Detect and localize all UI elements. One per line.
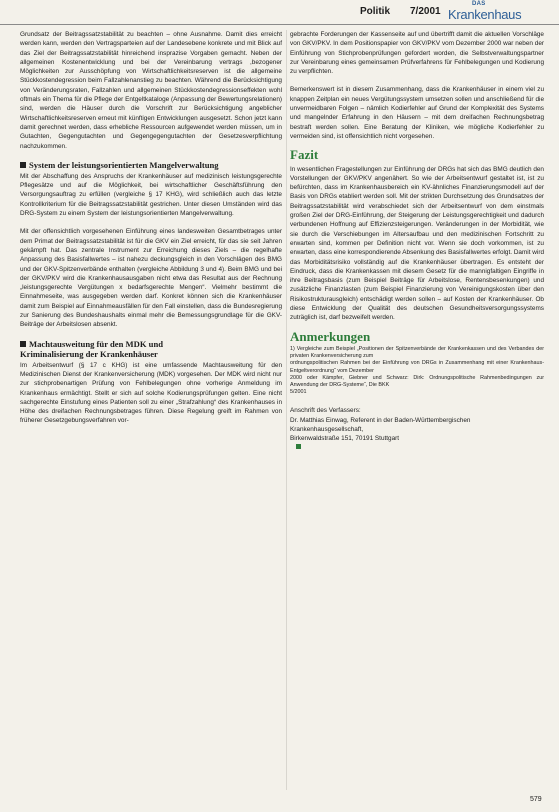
square-bullet-icon — [20, 341, 26, 347]
right-column — [290, 30, 544, 449]
left-paragraph-4: Im Arbeitsentwurf (§ 17 c KHG) ist eine umfassende Machtausweitung für den Medizinischen Dienst der Krankenversicherung (MDK) vorgesehen. Der MDK wird nicht nur zur stichprobenartigen Prüfung von Fehlbelegungen ohne vorherige Anmeldung im Krankenhaus ermächtigt. Stellt er sich auf solche Kodierungsprüfungen gelten. Eine nicht sachgerechte Einstufung eines Patienten soll zu einer „Strafzahlung“ des Krankenhauses in Höhe des dreifachen Rechnungsbetrages führen. Diese Regelung greift im Rahmen von früherer Gesetzgebungsverfahren vor- — [20, 361, 282, 425]
footnote-line: 5/2001 — [290, 389, 307, 396]
footnotes — [290, 346, 544, 396]
author-address — [290, 406, 544, 448]
address-label: Anschrift des Verfassers: — [290, 407, 361, 415]
footnote-line: 1) Vergleiche zum Beispiel „Positionen der Spitzenverbände der Krankenkassen und des Verbandes der privaten Krankenversicherung zum — [290, 345, 544, 360]
subheading-text-line1: Machtausweitung für den MDK und — [29, 338, 164, 349]
left-column — [20, 30, 282, 435]
subheading-text-line2: Kriminalisierung der Krankenhäuser — [20, 348, 158, 359]
left-paragraph-1: Grundsatz der Beitragssatzstabilität zu beachten – ohne Ausnahme. Damit dies erreicht werden kann, werden den Vertragsparteien auf der Landesebene konkrete und mit Blick auf das Ziel der Beitragssatzstabilität hinreichend insprazise Vorgaben gemacht. Neben der allgemeinen Kostenentwicklung und bei der Vereinbarung vertrags ,bezogener Möglichkeiten zur Ausschöpfung von Wirtschaftlichkeitsreserven ist die allgemeine Stückkostendegression beim Fallzahlenanstieg zu beachten. Während die Berücksichtigung von Veränderungsraten, Fallzahlen und allgemeinen Stückkostendegressionseffekten wohl oftmals ein Thema für die Pflege der Entgeltkataloge (Anpassung der Bewertungsrelationen) sind, werden die Häuser durch die Vorschrift zur Berücksichtigung angeblicher Wirtschaftlichkeitsreserven erneut mit künftigen Entwicklungen ausgesetzt. Schon jetzt kann damit gerechnet werden, dass erhebliche Ressourcen aufgewendet werden müssen, um in Gutachten, Gegengutachten und Gegengegengutachten der Gesetzesverpflichtung nachzukommen. — [20, 31, 282, 150]
end-mark-icon — [296, 444, 301, 449]
right-paragraph-3: In wesentlichen Fragestellungen zur Einführung der DRGs hat sich das BMG deutlich den Vorstellungen der GKV/PKV angenähert. So wie der Arbeitsentwurf gestaltet ist, ist zu befürchten, dass im Krankenhausbereich ein KV-ähnliches Finanzierungsmodell auf der Basis von DRGs etabliert werden soll. Mit der strikten Durchsetzung des Grundsatzes der Beitragssatzstabilität wird verabschiedet sich der Arbeitsentwurf von dem einstmals großen Ziel der DRG-Einführung, der Steigerung der Leistungsgerechtigkeit und dadurch verbundenen Hoffnung auf Effizienzsteigerungen. Veränderungen in der Morbidität, wie sie durch die Verschiebungen im Altersaufbau und den medizinischen Fortschritt zu erwarten sind, kommen per Definition nicht vor. Wenn sie doch vorkommen, ist zu erwarten, dass eine korrespondierende Absenkung des Basisfallwertes erfolgt. Damit wird das Morbiditätsrisiko vollständig auf die Krankenhäuser übertragen. Es entsteht der Eindruck, dass die Krankenkassen mit diesem Gesetz für die mannigfaltigen Eingriffe in ihre Beitragsbasis (zum Beispiel Beiträge für Arbeitslose, Rentensbesenkungen) und zusätzliche Finanzlasten (zum Beispiel Finanzierung von Vereinigungskosten über den Risikostrukturausgleich) entschädigt werden sollen – auf Kosten der Krankenhäuser. Ob diese Entwicklung der Qualität des deutschen Gesundheitsversorgungssystems zuträglich ist, darf bezweifelt werden. — [290, 165, 544, 322]
address-street-text: Birkenwaldstraße 151, 70191 Stuttgart — [290, 435, 400, 443]
left-paragraph-2: Mit der Abschaffung des Anspruchs der Krankenhäuser auf medizinisch leistungsgerechte Pflegesätze und auf die Möglichkeit, bei wirtschaftlicher Geschäftsführung den Versorgungsauftrag zu erfüllen (vergleiche § 17 KHG), wird schließlich auch das letzte Kontrollkriterium für die Beitragssatzstabilität gestrichen. Unter diesen Umständen wird das DRG-System zu einem System der leistungsorientierten Mangelverwaltung. — [20, 172, 282, 218]
page-number: 579 — [530, 796, 542, 803]
left-paragraph-3: Mit der offensichtlich vorgesehenen Einführung eines landesweiten Gesamtbetrages unter dem Primat der Beitragssatzstabilität ist für die GKV ein Ziel erreicht, für das sie seit Jahren gekämpft hat. Das zentrale Instrument zur Erreichung dieses Ziels – die regelhafte Anpassung des Basisfallwertes – ist nahezu deckungsgleich in den Vorschlägen des BMG und der GKV-Spitzenverbände enthalten (vergleiche Abbildung 3 und 4). Beim BMG und bei der GKV/PKV wird die Krankenhausausgaben nicht etwa das Resultat aus der Rechnung „leistungsgerechte Vergütungen x bedarfsgerechte Mengen“. Vielmehr bestimmt die Einnahmeseite, was ausgegeben werden darf. Konkret können sich die Krankenhäuser damit zum Beispiel auf Einnahmeausfällen für den Fall einstellen, dass die Bundesregierung zur Sanierung des Bundeshaushalts einmal mehr die Bemessungsgrundlage für die GKV-Beiträge der Arbeitslosen absenkt. — [20, 228, 282, 329]
square-bullet-icon — [20, 162, 26, 168]
address-author: Dr. Matthias Einwag, Referent in der Baden-Württembergischen Krankenhausgesellschaft, — [290, 416, 471, 433]
footnote-line: ordnungspolitischen Rahmen bei der Einführung von DRGs in Zusammenhang mit einer Krankenhaus-Entgeltverordnung“ vom Dezember — [290, 360, 544, 374]
subheading-text: System der leistungsorientierten Mangelverwaltung — [29, 159, 219, 170]
section-label: Politik — [360, 6, 391, 17]
column-divider — [286, 30, 287, 790]
logo-main-text: Krankenhaus — [448, 7, 522, 22]
address-street — [290, 434, 544, 448]
issue-number: 7/2001 — [410, 6, 441, 17]
logo-top-text: DAS — [472, 1, 486, 7]
page-header — [0, 0, 559, 25]
section-heading-fazit: Fazit — [290, 147, 319, 163]
subheading-mdk — [20, 339, 282, 359]
subheading-mangelverwaltung — [20, 160, 282, 170]
footnote-line: 2000 oder Kämpfer, Giebner und Schwarz: Dirk: Ordnungspolitische Rahmenbedingungen zur Anwendung der DRG-Systeme“, Die BKK — [290, 374, 544, 388]
right-paragraph-2: Bemerkenswert ist in diesem Zusammenhang, dass die Krankenhäuser in einem viel zu knappen Zeitplan ein neues Vergütungssystem umsetzen sollen und anschließend für die unvermeidbaren Folgen – nämlich Kodierfehler auf Grund der Komplexität des Systems und mangelnder Erfahrung in den Häusern – mit dem dreifachen Rechnungsbetrag bestraft werden sollen. Eine Beratung der Kliniken, wie mögliche Kodierfehler zu vermeiden sind, ist offensichtlich nicht vorgesehen. — [290, 86, 544, 140]
section-heading-anmerkungen: Anmerkungen — [290, 328, 371, 344]
right-paragraph-1: gebrachte Forderungen der Kassenseite auf und übertrifft damit die aktuellen Vorschläge von GKV/PKV. In dem Positionspapier von GKV/PKV vom Dezember 2000 war neben der Einführung von Stichprobenprüfungen gefordert worden, die Selbstverwaltungspartner zur Vereinbarung eines gemeinsamen Prüfverfahrens für Fehlbelegungen und Kodierung zu verpflichten. — [290, 31, 544, 76]
